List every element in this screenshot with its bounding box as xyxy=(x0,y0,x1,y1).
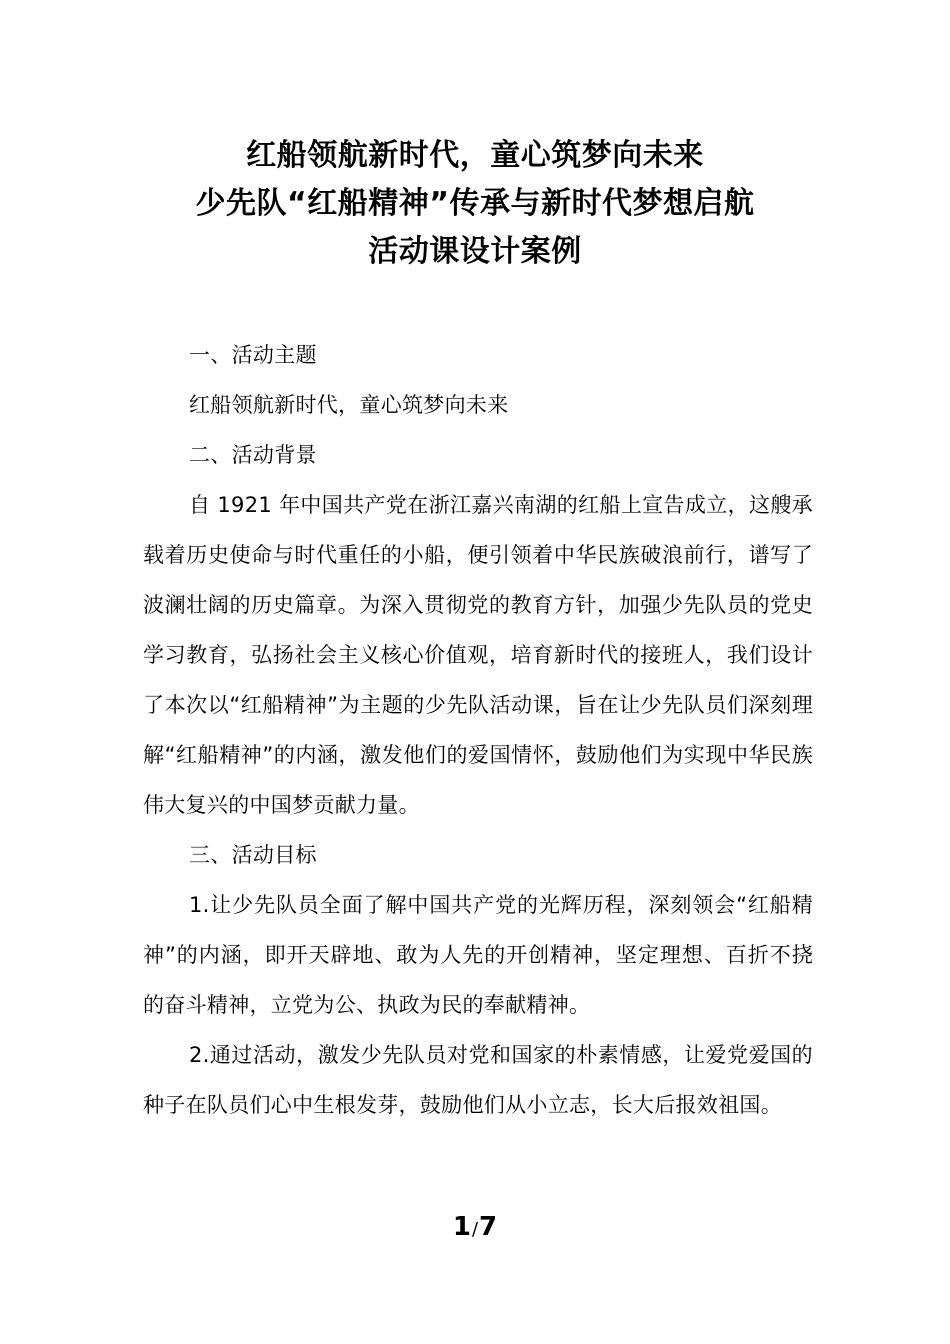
background-paragraph: 自 1921 年中国共产党在浙江嘉兴南湖的红船上宣告成立，这艘承载着历史使命与时代重任的小船，便引领着中华民族破浪前行，谱写了波澜壮阔的历史篇章。为深入贯彻党的教育方针，加强少先队员的党史学习教育，弘扬社会主义核心价值观，培育新时代的接班人，我们设计了本次以“红船精神”为主题的少先队活动课，旨在让少先队员们深刻理解“红船精神”的内涵，激发他们的爱国情怀，鼓励他们为实现中华民族伟大复兴的中国梦贡献力量。 xyxy=(143,493,813,817)
total-pages-number: 7 xyxy=(479,1212,498,1242)
current-page-number: 1 xyxy=(452,1212,471,1242)
document-title xyxy=(0,132,950,276)
page-number-separator: / xyxy=(471,1219,479,1240)
title-line-2: 少先队“红船精神”传承与新时代梦想启航 xyxy=(195,186,755,221)
page-number xyxy=(0,1207,950,1250)
document-body xyxy=(143,330,813,1130)
goal-item-2: 2.通过活动，激发少先队员对党和国家的朴素情感，让爱党爱国的种子在队员们心中生根发芽，鼓励他们从小立志，长大后报效祖国。 xyxy=(143,1043,813,1117)
section-heading-goals: 三、活动目标 xyxy=(189,843,317,867)
title-line-1: 红船领航新时代，童心筑梦向未来 xyxy=(246,138,704,173)
title-line-3: 活动课设计案例 xyxy=(368,234,582,269)
section-heading-background: 二、活动背景 xyxy=(189,443,317,467)
section-heading-theme: 一、活动主题 xyxy=(189,343,317,367)
theme-text: 红船领航新时代，童心筑梦向未来 xyxy=(189,393,509,417)
goal-item-1: 1.让少先队员全面了解中国共产党的光辉历程，深刻领会“红船精神”的内涵，即开天辟地、敢为人先的开创精神，坚定理想、百折不挠的奋斗精神，立党为公、执政为民的奉献精神。 xyxy=(143,893,813,1017)
